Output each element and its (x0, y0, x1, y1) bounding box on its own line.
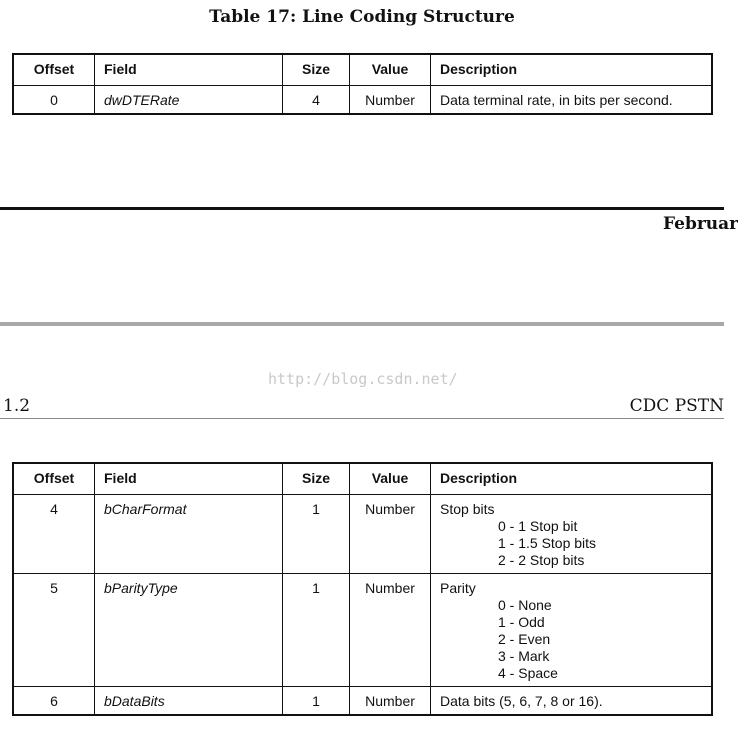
cell-offset: 0 (14, 86, 95, 114)
table-row (14, 495, 712, 574)
col-header-description: Description (431, 464, 712, 495)
cell-size: 1 (283, 687, 350, 715)
page-footer-rule (0, 207, 724, 210)
table-row (14, 574, 712, 687)
cell-offset: 4 (14, 495, 95, 574)
cell-value: Number (350, 574, 431, 687)
table-header-row (14, 55, 712, 86)
col-header-value: Value (350, 55, 431, 86)
col-header-field: Field (95, 55, 283, 86)
cell-size: 1 (283, 574, 350, 687)
cell-size: 4 (283, 86, 350, 114)
footer-date-text: Februar (663, 214, 738, 234)
col-header-value: Value (350, 464, 431, 495)
table-caption: Table 17: Line Coding Structure (209, 7, 515, 27)
option-item: 4 - Space (498, 665, 558, 681)
table-header-row (14, 464, 712, 495)
cell-field: bParityType (95, 574, 283, 687)
option-item: 0 - 1 Stop bit (498, 518, 578, 534)
option-item: 0 - None (498, 597, 552, 613)
cell-field: bCharFormat (95, 495, 283, 574)
cell-size: 1 (283, 495, 350, 574)
cell-description: Data bits (5, 6, 7, 8 or 16). (431, 687, 712, 715)
cell-field: bDataBits (95, 687, 283, 715)
option-item: 2 - Even (498, 631, 551, 647)
option-item: 3 - Mark (498, 648, 550, 664)
col-header-description: Description (431, 55, 712, 86)
col-header-offset: Offset (14, 55, 95, 86)
cell-field: dwDTERate (95, 86, 283, 114)
table-row (14, 687, 712, 715)
option-item: 2 - 2 Stop bits (498, 552, 585, 568)
page-header-rule (0, 418, 724, 419)
page-header-title: CDC PSTN (629, 396, 724, 416)
page-break-separator (0, 322, 724, 326)
line-coding-table-part2 (13, 463, 712, 715)
cell-value: Number (350, 86, 431, 114)
table-row (14, 86, 712, 114)
page-header-version: 1.2 (3, 396, 31, 416)
col-header-offset: Offset (14, 464, 95, 495)
option-item: 1 - Odd (498, 614, 545, 630)
description-text: Stop bits (440, 501, 495, 517)
watermark-text: http://blog.csdn.net/ (268, 370, 458, 388)
cell-value: Number (350, 687, 431, 715)
col-header-size: Size (283, 464, 350, 495)
option-item: 1 - 1.5 Stop bits (498, 535, 597, 551)
col-header-size: Size (283, 55, 350, 86)
col-header-field: Field (95, 464, 283, 495)
cell-description: Data terminal rate, in bits per second. (431, 86, 712, 114)
line-coding-table-part1 (13, 54, 712, 114)
cell-description (431, 495, 712, 574)
description-text: Parity (440, 580, 476, 596)
cell-value: Number (350, 495, 431, 574)
cell-offset: 5 (14, 574, 95, 687)
cell-offset: 6 (14, 687, 95, 715)
cell-description (431, 574, 712, 687)
